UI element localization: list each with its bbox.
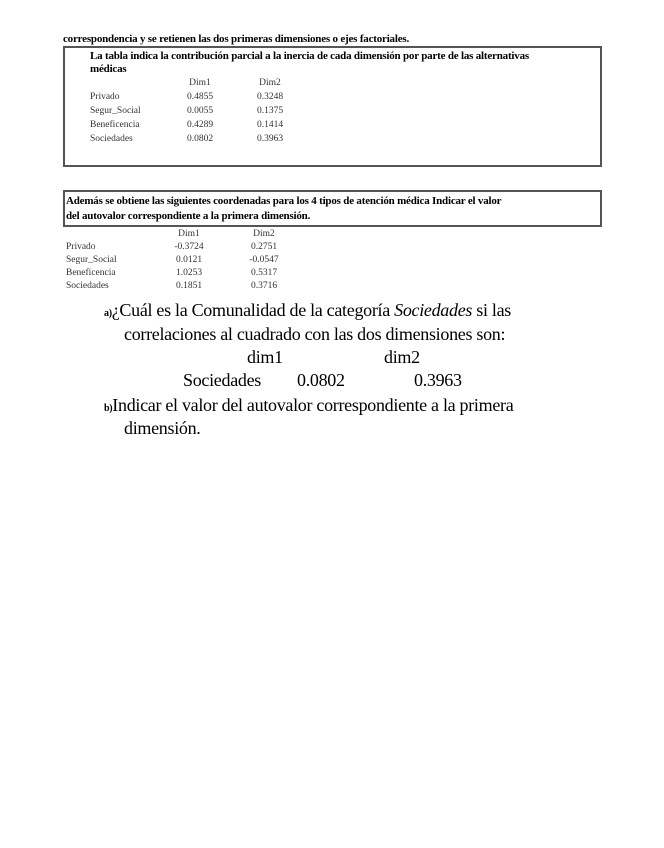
row-dim2: 0.1375 <box>256 106 284 116</box>
intro-text: correspondencia y se retienen las dos primeras dimensiones o ejes factoriales. <box>63 33 410 45</box>
question-a-line2: correlaciones al cuadrado con las dos dimensiones son: <box>124 324 506 344</box>
question-a-line1 <box>104 300 511 321</box>
row-dim2: 0.3963 <box>256 134 284 144</box>
row-dim1: 0.0055 <box>186 106 214 116</box>
question-b-text: Indicar el valor del autovalor correspondiente a la primera <box>112 395 514 415</box>
question-b-marker: b) <box>104 403 113 414</box>
table-row <box>90 106 330 118</box>
row-dim1: 1.0253 <box>175 268 203 278</box>
row-dim1: 0.4289 <box>186 120 214 130</box>
row-dim1: -0.3724 <box>174 242 204 252</box>
question-a-text-post: si las <box>472 300 512 320</box>
table-row <box>90 120 330 132</box>
table-row <box>66 281 306 293</box>
table-row <box>66 255 306 267</box>
coordinates-box-text-line1: Además se obtiene las siguientes coordenadas para los 4 tipos de atención médica Indicar el valor <box>66 195 502 207</box>
table-row <box>90 134 330 146</box>
question-b-line2: dimensión. <box>124 418 201 438</box>
coordinates-table-header <box>66 229 306 241</box>
row-label: Segur_Social <box>66 255 117 265</box>
row-label: Segur_Social <box>90 106 141 116</box>
coordinates-table <box>66 229 306 297</box>
table-row <box>90 92 330 104</box>
row-dim1: 0.0121 <box>175 255 203 265</box>
row-label: Sociedades <box>66 281 109 291</box>
contribution-box-text-line1: La tabla indica la contribución parcial a la inercia de cada dimensión por parte de las alternativas <box>90 50 529 62</box>
row-label: Beneficencia <box>66 268 116 278</box>
row-dim2: -0.0547 <box>249 255 279 265</box>
row-dim2: 0.3248 <box>256 92 284 102</box>
table-row <box>66 268 306 280</box>
question-a-val2: 0.3963 <box>414 370 462 390</box>
coordinates-header-dim2: Dim2 <box>253 229 275 239</box>
row-dim2: 0.5317 <box>250 268 278 278</box>
row-label: Sociedades <box>90 134 133 144</box>
question-b-line1 <box>104 395 513 416</box>
question-a-marker: a) <box>104 308 112 319</box>
question-a-val1: 0.0802 <box>297 370 345 390</box>
contribution-header-dim2: Dim2 <box>259 78 281 88</box>
row-label: Beneficencia <box>90 120 140 130</box>
row-dim1: 0.0802 <box>186 134 214 144</box>
contribution-header-dim1: Dim1 <box>189 78 211 88</box>
row-dim2: 0.3716 <box>250 281 278 291</box>
table-row <box>66 242 306 254</box>
row-dim1: 0.1851 <box>175 281 203 291</box>
question-a-category: Sociedades <box>394 300 473 320</box>
contribution-box-text-line2: médicas <box>90 63 127 75</box>
coordinates-header-dim1: Dim1 <box>178 229 200 239</box>
contribution-table <box>90 78 330 153</box>
question-a-text-pre: ¿Cuál es la Comunalidad de la categoría <box>111 300 395 320</box>
question-a-col2: dim2 <box>384 347 420 367</box>
row-label: Privado <box>90 92 120 102</box>
row-dim2: 0.2751 <box>250 242 278 252</box>
row-dim2: 0.1414 <box>256 120 284 130</box>
contribution-table-header <box>90 78 330 90</box>
question-a-col1: dim1 <box>247 347 283 367</box>
row-dim1: 0.4855 <box>186 92 214 102</box>
question-a-row-label: Sociedades <box>183 370 261 390</box>
coordinates-box-text-line2: del autovalor correspondiente a la primera dimensión. <box>66 210 311 222</box>
row-label: Privado <box>66 242 96 252</box>
